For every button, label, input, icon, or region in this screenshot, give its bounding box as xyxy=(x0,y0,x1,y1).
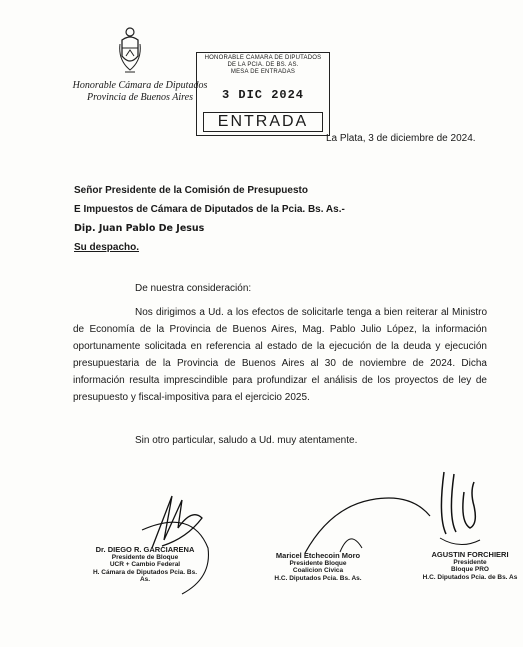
letter-body: Nos dirigimos a Ud. a los efectos de solicitarle tenga a bien reiterar al Ministro de Economía de la Provincia de Buenos Aires, Mag. Pablo Julio López, la información oportunamente solicitada en referencia al estado de la ejecución de la deuda y ejecución presupuestaria de la Provincia de Buenos Aires al 30 de noviembre de 2024. Dicha información resulta imprescindible para profundizar el análisis de los proyectos de ley de presupuesto y fiscal-impositiva para el ejercicio 2025. xyxy=(73,307,487,403)
coat-of-arms-icon xyxy=(119,26,141,76)
reception-stamp xyxy=(196,52,330,136)
salutation: De nuestra consideración: xyxy=(135,283,252,294)
stamp-line-1: HONORABLE CAMARA DE DIPUTADOS xyxy=(204,55,322,61)
signer-party: Bloque PRO xyxy=(451,566,489,573)
signer-name: Dr. DIEGO R. GARCIARENA xyxy=(95,545,195,554)
addressee-line-4: Su despacho. xyxy=(74,242,140,253)
signature-3-icon xyxy=(430,462,490,557)
stamp-entrada-label: ENTRADA xyxy=(203,112,323,132)
signer-role: Presidente Bloque xyxy=(289,559,347,567)
addressee-line-2: E Impuestos de Cámara de Diputados de la Pcia. Bs. As.- xyxy=(74,204,345,215)
signature-block-2 xyxy=(262,552,374,582)
signer-chamber: H.C. Diputados Pcia. Bs. As. xyxy=(274,574,362,582)
signer-role: Presidente xyxy=(453,558,487,566)
signer-party: UCR + Cambio Federal xyxy=(109,561,181,568)
addressee-line-3: Dip. Juan Pablo De Jesus xyxy=(74,223,205,234)
signature-2-icon xyxy=(300,478,440,558)
signature-block-1 xyxy=(90,546,200,584)
signer-chamber: H.C. Diputados Pcia. de Bs. As xyxy=(422,573,518,581)
signer-name: AGUSTIN FORCHIERI xyxy=(431,550,509,559)
signer-role: Presidente de Bloque xyxy=(111,553,179,561)
signature-block-3 xyxy=(420,551,520,581)
institution-name: Honorable Cámara de Diputados xyxy=(72,80,208,91)
place-and-date: La Plata, 3 de diciembre de 2024. xyxy=(326,133,476,144)
closing-line: Sin otro particular, saludo a Ud. muy atentamente. xyxy=(135,435,358,446)
institution-province: Provincia de Buenos Aires xyxy=(87,92,193,103)
signer-name: Maricel Etchecoin Moro xyxy=(275,551,361,560)
stamp-line-2: DE LA PCIA. DE BS. AS. xyxy=(227,62,299,68)
stamp-line-3: MESA DE ENTRADAS xyxy=(230,69,296,75)
stamp-date: 3 DIC 2024 xyxy=(221,88,304,102)
addressee-line-1: Señor Presidente de la Comisión de Presupuesto xyxy=(74,185,308,196)
signer-party: Coalicion Civica xyxy=(292,567,344,574)
signer-chamber: H. Cámara de Diputados Pcia. Bs. As. xyxy=(92,568,198,583)
institution-heading xyxy=(70,80,210,104)
